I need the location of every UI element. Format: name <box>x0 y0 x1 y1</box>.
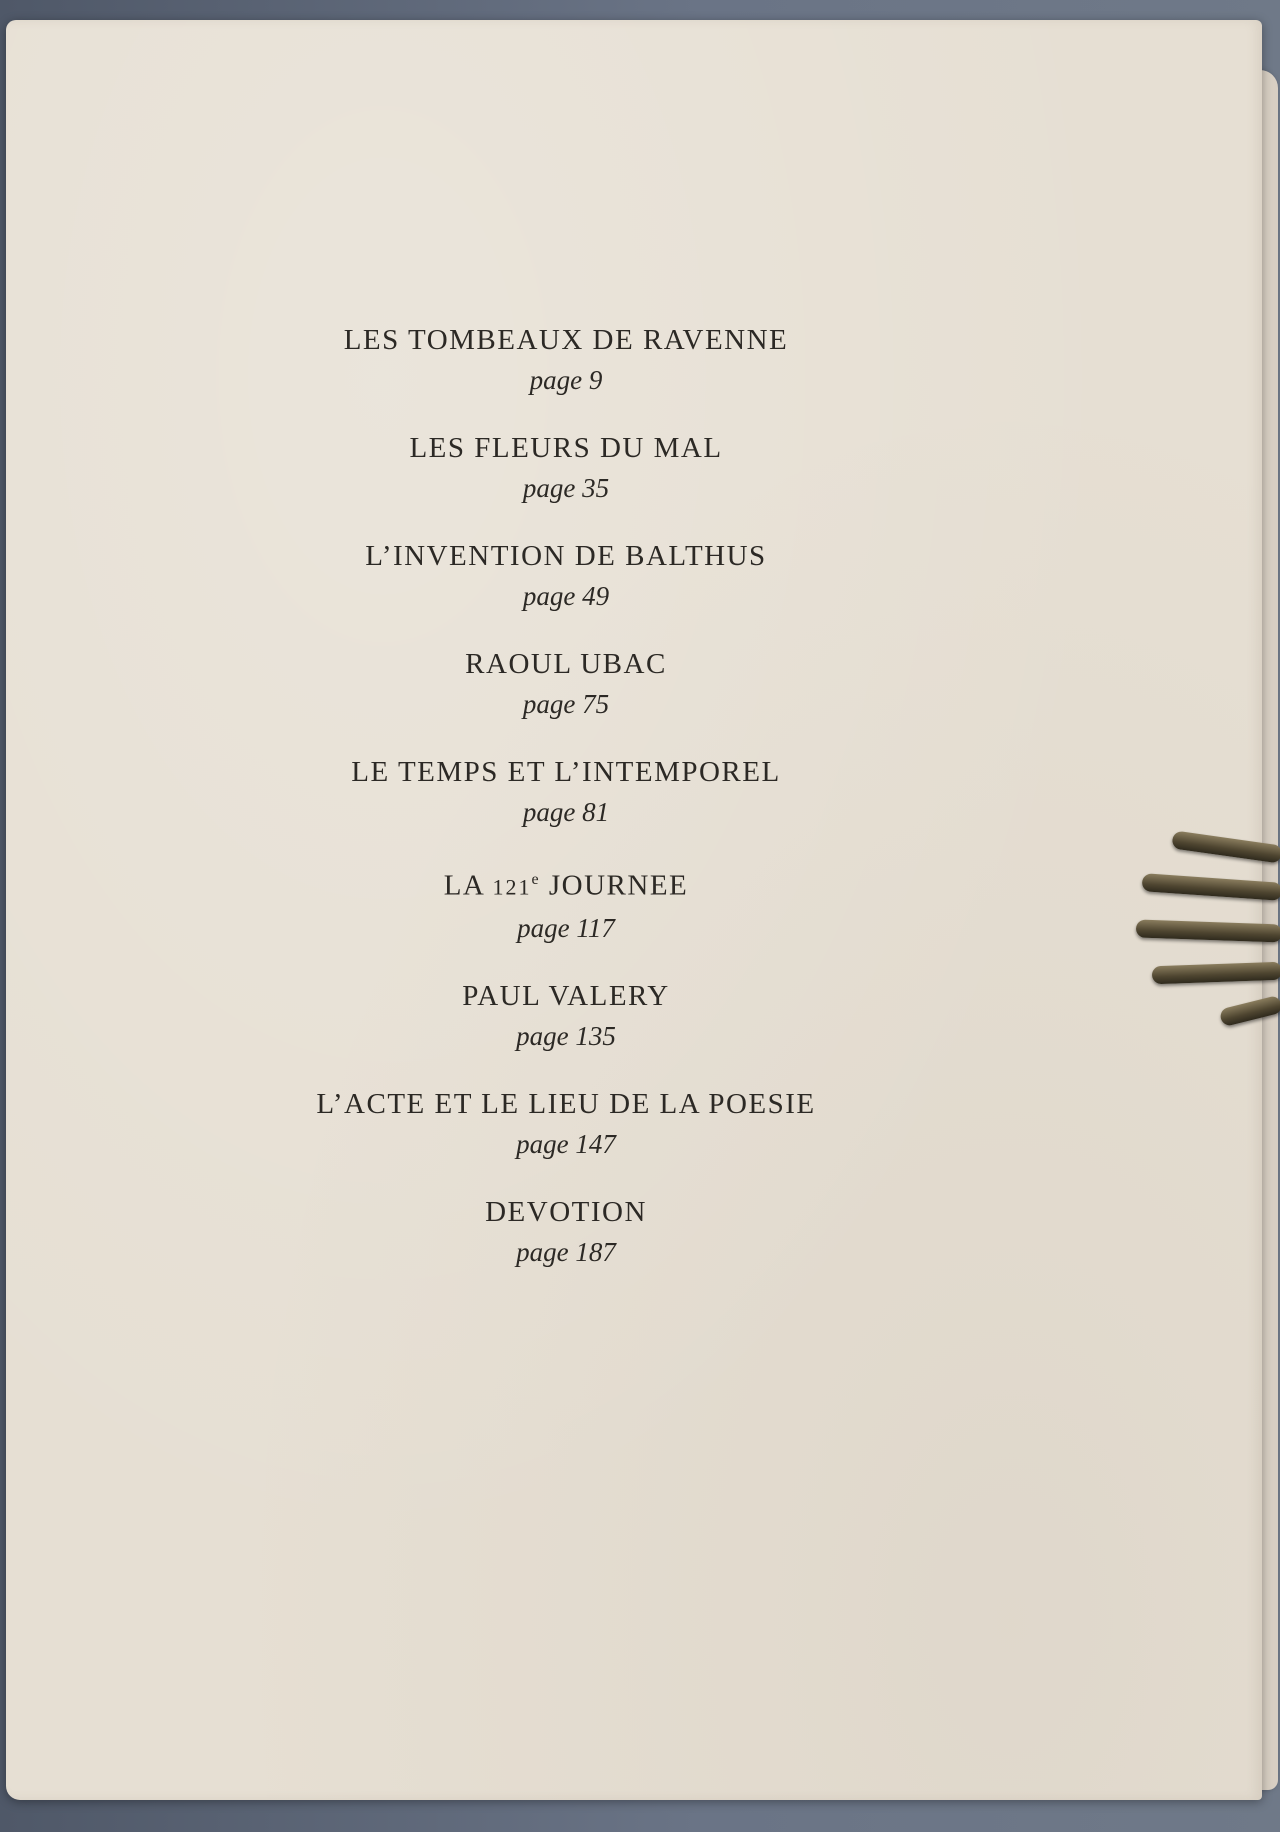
toc-entry-page: page 147 <box>516 1128 616 1159</box>
toc-entry-title-superscript: e <box>531 871 541 888</box>
binder-clip-icon <box>1130 830 1280 1030</box>
toc-entry-title: RAOUL UBAC <box>465 648 667 680</box>
toc-entry <box>206 1192 926 1272</box>
toc-entry <box>206 860 926 948</box>
clip-prong <box>1171 830 1280 863</box>
toc-entry-page: page 187 <box>516 1236 616 1267</box>
toc-entry-page: page 35 <box>522 473 610 503</box>
clip-prong <box>1142 873 1280 901</box>
toc-entry-page: page 81 <box>522 797 610 827</box>
toc-entry-title-prefix: LA <box>443 869 493 902</box>
toc-entry <box>206 320 926 400</box>
toc-entry <box>206 428 926 508</box>
toc-entry-title-suffix: JOURNEE <box>540 869 689 902</box>
toc-entry-title-number: 121 <box>492 874 532 900</box>
toc-entry-title: LES FLEURS DU MAL <box>409 432 723 464</box>
table-of-contents <box>206 320 926 1300</box>
toc-entry <box>206 752 926 832</box>
clip-prong <box>1219 995 1280 1027</box>
toc-entry-title: LE TEMPS ET L’INTEMPOREL <box>351 756 781 788</box>
toc-entry <box>206 976 926 1056</box>
toc-entry-title: PAUL VALERY <box>462 979 670 1012</box>
toc-entry-page: page 49 <box>522 581 610 611</box>
toc-entry <box>206 1084 926 1164</box>
toc-entry-title <box>206 860 926 908</box>
toc-entry <box>206 644 926 724</box>
toc-entry-title: LES TOMBEAUX DE RAVENNE <box>343 324 789 356</box>
toc-entry-page: page 9 <box>529 365 603 395</box>
clip-prong <box>1152 962 1280 985</box>
toc-entry-page: page 75 <box>522 689 610 719</box>
toc-entry-title: L’INVENTION DE BALTHUS <box>365 540 767 572</box>
toc-entry-title: L’ACTE ET LE LIEU DE LA POESIE <box>316 1087 816 1120</box>
toc-entry <box>206 536 926 616</box>
toc-entry-page: page 117 <box>517 912 615 943</box>
book-page <box>6 20 1262 1800</box>
toc-entry-title: DEVOTION <box>485 1195 647 1228</box>
clip-prong <box>1136 919 1280 942</box>
toc-entry-page: page 135 <box>516 1020 616 1051</box>
